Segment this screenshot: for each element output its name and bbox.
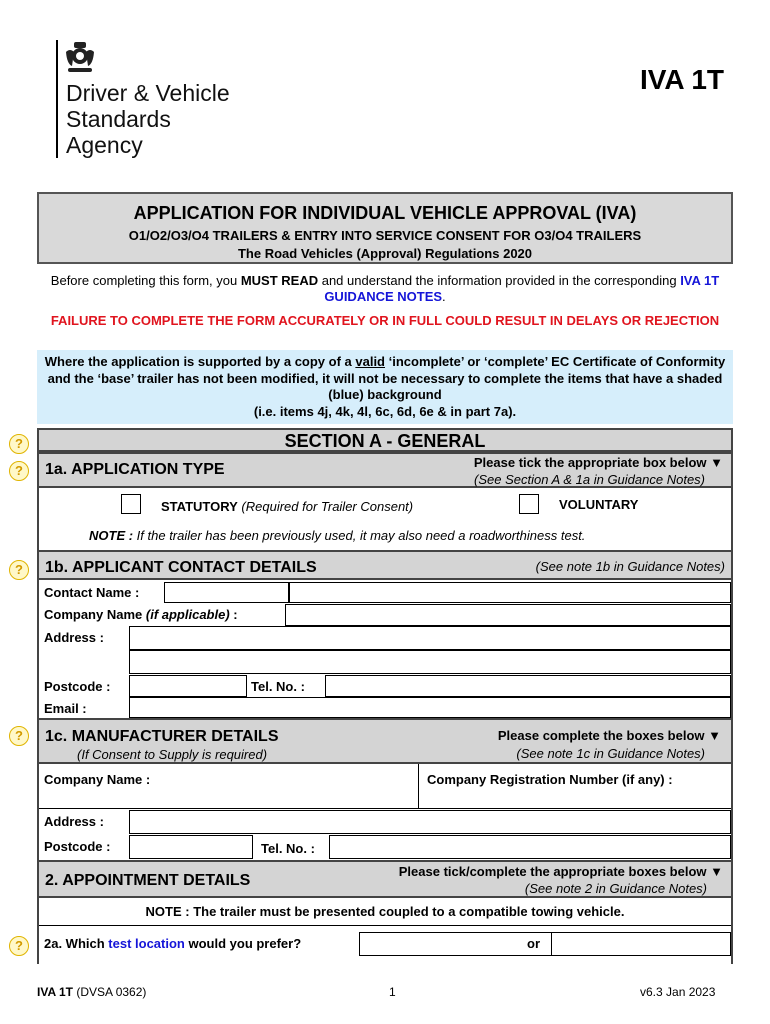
or-label: or (527, 936, 540, 951)
statutory-checkbox[interactable] (121, 494, 141, 514)
email-field[interactable] (129, 697, 731, 718)
section-1a-body (37, 488, 733, 550)
row-divider (39, 808, 731, 809)
address-line-2[interactable] (129, 650, 731, 674)
help-icon[interactable]: ? (9, 461, 29, 481)
tel-label: Tel. No. : (251, 679, 305, 694)
intro-part1: Before completing this form, you (50, 273, 241, 288)
contact-name-field-2[interactable] (289, 582, 731, 603)
section-1b-header (37, 550, 733, 580)
voluntary-checkbox[interactable] (519, 494, 539, 514)
help-icon[interactable]: ? (9, 936, 29, 956)
test-location-link[interactable]: test location (108, 936, 185, 951)
towing-vehicle-note: NOTE : The trailer must be presented coupled to a compatible towing vehicle. (145, 904, 625, 919)
section-a-title: SECTION A - GENERAL (37, 428, 733, 452)
section-2-note-ref: (See note 2 in Guidance Notes) (524, 881, 707, 896)
warning-text: FAILURE TO COMPLETE THE FORM ACCURATELY OR IN FULL COULD RESULT IN DELAYS OR REJECTION (50, 313, 720, 328)
form-subtitle: O1/O2/O3/O4 TRAILERS & ENTRY INTO SERVICE CONSENT FOR O3/O4 TRAILERS (128, 228, 642, 243)
section-1a-header (37, 452, 733, 488)
help-icon[interactable]: ? (9, 434, 29, 454)
postcode-field[interactable] (129, 675, 247, 697)
note-label: NOTE : (89, 528, 134, 543)
note-text: If the trailer has been previously used, it may also need a roadworthiness test. (133, 528, 586, 543)
section-1b-title: 1b. APPLICANT CONTACT DETAILS (45, 559, 317, 576)
agency-line-3: Agency (66, 132, 143, 158)
manufacturer-tel-label: Tel. No. : (261, 841, 315, 856)
postcode-label: Postcode : (44, 679, 111, 694)
roadworthiness-note (89, 528, 585, 543)
agency-line-1: Driver & Vehicle (66, 80, 230, 106)
q2a-part2: would you prefer? (184, 936, 302, 951)
form-title: APPLICATION FOR INDIVIDUAL VEHICLE APPROVAL (IVA) (133, 203, 637, 223)
contact-name-label: Contact Name : (44, 585, 140, 600)
registration-number-label: Company Registration Number (if any) : (427, 772, 673, 787)
royal-crest-icon (62, 40, 98, 76)
section-2-instruction: Please tick/complete the appropriate boxes below ▼ (398, 864, 723, 879)
statutory-label (161, 499, 413, 514)
form-title-box (37, 192, 733, 264)
address-label: Address : (44, 630, 104, 645)
section-1c-body (37, 764, 733, 860)
statutory-note: (Required for Trailer Consent) (237, 499, 414, 514)
company-name-label (44, 607, 238, 622)
section-1b-note-ref: (See note 1b in Guidance Notes) (535, 559, 725, 574)
section-1a-instruction: Please tick the appropriate box below ▼ (473, 455, 723, 470)
company-name-text: Company Name (44, 607, 146, 622)
footer-code: IVA 1T (37, 985, 74, 999)
agency-line-2: Standards (66, 106, 171, 132)
page-number: 1 (389, 985, 396, 999)
form-regulations: The Road Vehicles (Approval) Regulations 2020 (237, 246, 533, 261)
logo-divider (56, 40, 58, 158)
row-divider (39, 925, 731, 926)
manufacturer-postcode-field[interactable] (129, 835, 253, 859)
q2a-part1: 2a. Which (44, 936, 109, 951)
manufacturer-address-label: Address : (44, 814, 104, 829)
section-2-header (37, 860, 733, 898)
section-1a-title: 1a. APPLICATION TYPE (45, 461, 225, 478)
section-1c-title: 1c. MANUFACTURER DETAILS (45, 728, 279, 745)
company-colon: : (229, 607, 238, 622)
shaded-note-part2: ‘incomplete’ or ‘complete’ EC Certificate of Conformity and the ‘base’ trailer has not been modified, it will not be necessary to complete the items that have a shaded (blue) background (47, 354, 726, 402)
statutory-text: STATUTORY (161, 499, 238, 514)
help-icon[interactable]: ? (9, 560, 29, 580)
intro-must-read: MUST READ (240, 273, 319, 288)
tel-field[interactable] (325, 675, 731, 697)
test-location-choice-2[interactable] (551, 932, 731, 956)
form-code: IVA 1T (640, 64, 725, 95)
manufacturer-address-field[interactable] (129, 810, 731, 834)
email-label: Email : (44, 701, 87, 716)
section-1a-note-ref: (See Section A & 1a in Guidance Notes) (474, 472, 705, 487)
intro-text (40, 273, 730, 305)
if-applicable-text: (if applicable) (145, 607, 230, 622)
manufacturer-postcode-label: Postcode : (44, 839, 111, 854)
intro-part2: and understand the information provided in the corresponding (318, 273, 681, 288)
footer-form-code (37, 985, 146, 999)
contact-name-field[interactable] (164, 582, 289, 603)
guidance-notes-link[interactable]: IVA 1T GUIDANCE NOTES (324, 273, 720, 304)
section-1c-header (37, 718, 733, 764)
address-line-1[interactable] (129, 626, 731, 650)
section-1c-instruction: Please complete the boxes below ▼ (497, 728, 721, 743)
manufacturer-company-field[interactable] (39, 764, 418, 808)
section-1c-note-ref: (See note 1c in Guidance Notes) (516, 746, 705, 761)
shaded-items-note (37, 350, 733, 424)
registration-number-field[interactable] (419, 788, 731, 808)
shaded-note-part1: Where the application is supported by a copy of a (44, 354, 356, 369)
agency-name (66, 80, 230, 158)
shaded-note-part3: (i.e. items 4j, 4k, 4l, 6c, 6d, 6e & in part 7a). (253, 403, 517, 419)
manufacturer-tel-field[interactable] (329, 835, 731, 859)
section-2-title: 2. APPOINTMENT DETAILS (45, 872, 251, 889)
footer-version: v6.3 Jan 2023 (640, 985, 716, 999)
test-location-question (44, 936, 301, 951)
section-1c-subtitle: (If Consent to Supply is required) (77, 747, 268, 762)
company-name-field[interactable] (285, 604, 731, 626)
section-1b-body (37, 580, 733, 718)
footer-code-ref: (DVSA 0362) (73, 985, 147, 999)
voluntary-label: VOLUNTARY (559, 497, 639, 512)
help-icon[interactable]: ? (9, 726, 29, 746)
shaded-note-valid: valid (355, 354, 385, 369)
section-2-body (37, 898, 733, 964)
manufacturer-company-label: Company Name : (44, 772, 151, 787)
intro-part3: . (442, 289, 446, 304)
